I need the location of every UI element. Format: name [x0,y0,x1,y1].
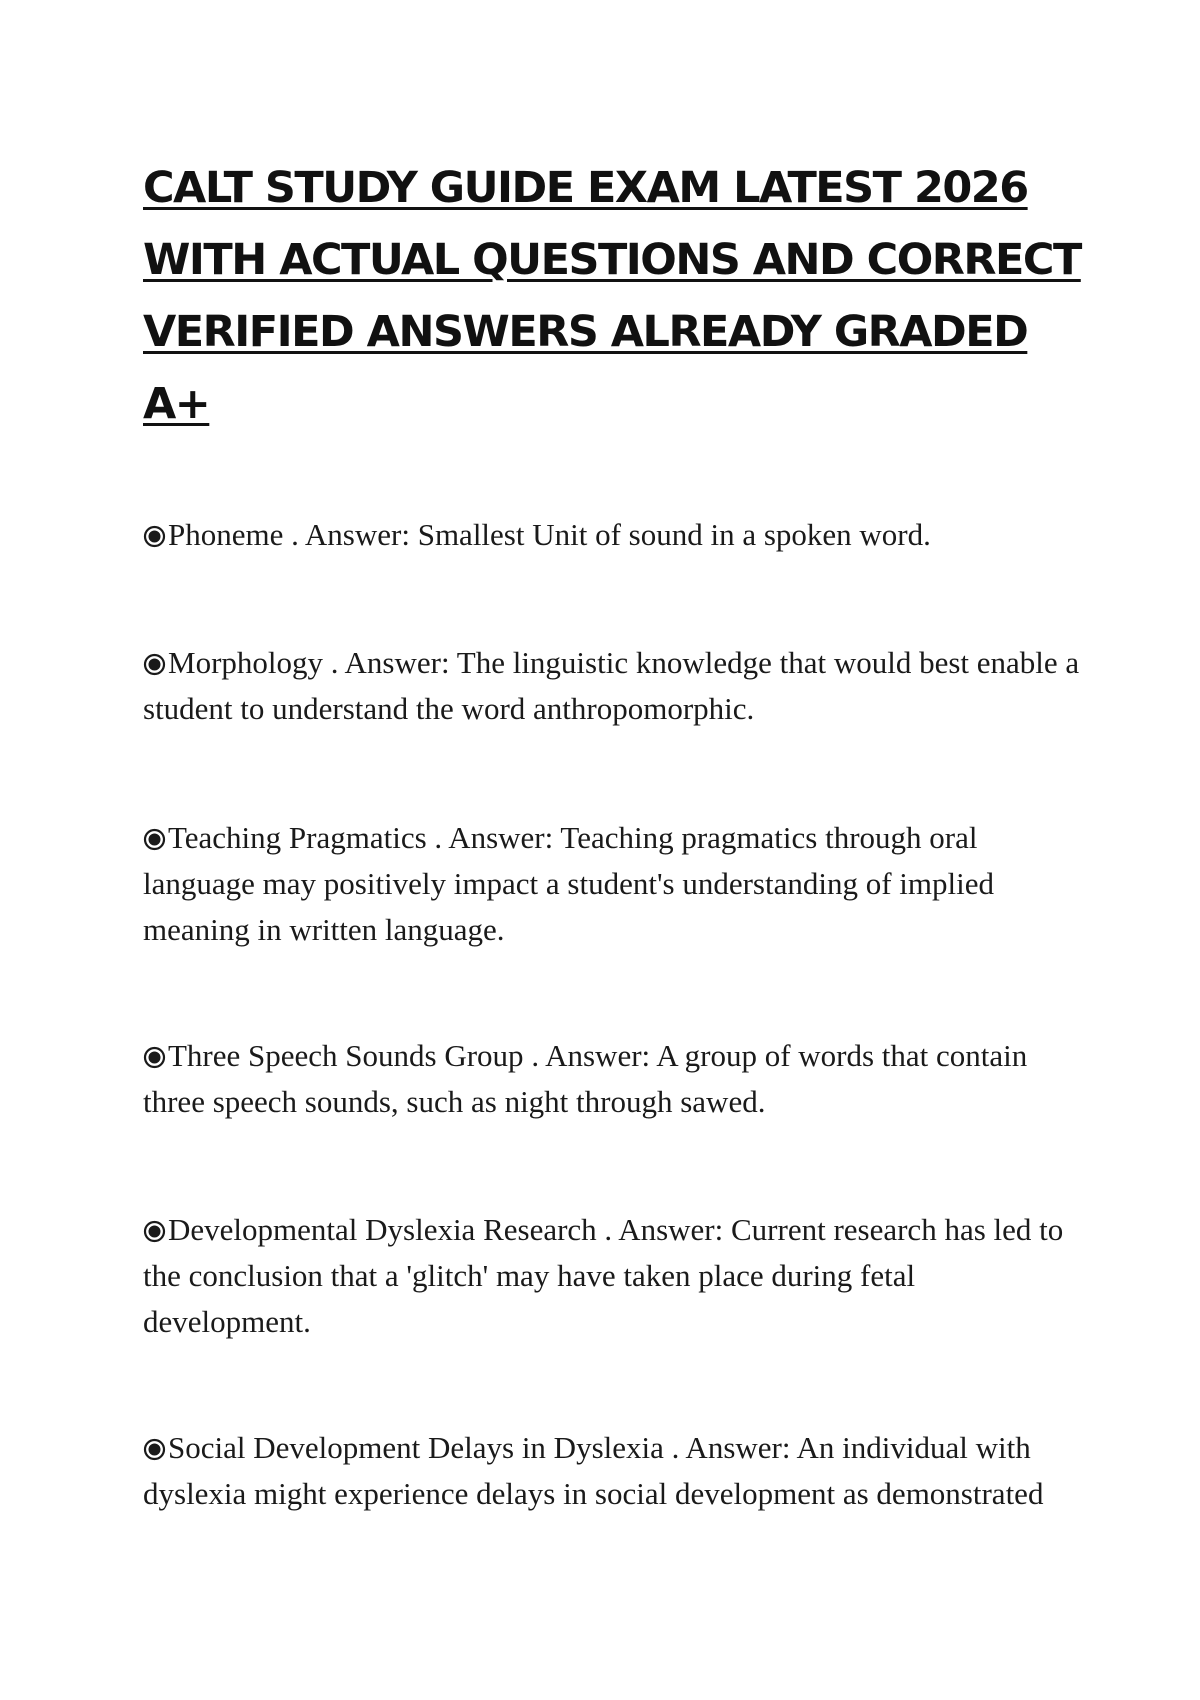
document-title: CALT STUDY GUIDE EXAM LATEST 2026 WITH ACTUAL QUESTIONS AND CORRECT VERIFIED ANSWERS ALREADY GRADED A+ [143,163,1081,429]
list-item [143,512,1083,558]
radio-bullet-icon [143,1046,166,1069]
item-term: Developmental Dyslexia Research [168,1212,597,1247]
item-separator: . Answer: [523,1038,657,1073]
item-term: Social Development Delays in Dyslexia [168,1430,664,1465]
list-item [143,1033,1083,1125]
radio-bullet-icon [143,653,166,676]
item-answer: Teaching pragmatics through oral language may positively impact a student's understanding of implied meaning in written language. [143,820,995,947]
item-separator: . Answer: [596,1212,731,1247]
radio-bullet-icon [143,828,166,851]
item-answer: An individual with dyslexia might experience delays in social development as demonstrated [143,1430,1044,1511]
item-answer: Smallest Unit of sound in a spoken word. [417,517,931,552]
radio-bullet-icon [143,525,166,548]
item-term: Morphology [168,645,323,680]
item-separator: . Answer: [323,645,457,680]
radio-bullet-icon [143,1220,166,1243]
list-item [143,640,1083,732]
radio-bullet-icon [143,1438,166,1461]
list-item [143,1425,1083,1517]
item-term: Three Speech Sounds Group [168,1038,524,1073]
item-term: Phoneme [168,517,284,552]
item-answer: Current research has led to the conclusion that a 'glitch' may have taken place during fetal development. [143,1212,1064,1339]
item-separator: . Answer: [426,820,561,855]
list-item [143,1207,1083,1345]
item-answer: A group of words that contain three speech sounds, such as night through sawed. [143,1038,1028,1119]
item-term: Teaching Pragmatics [168,820,427,855]
item-separator: . Answer: [663,1430,797,1465]
item-separator: . Answer: [283,517,418,552]
item-answer: The linguistic knowledge that would best enable a student to understand the word anthropomorphic. [143,645,1080,726]
list-item [143,815,1083,953]
